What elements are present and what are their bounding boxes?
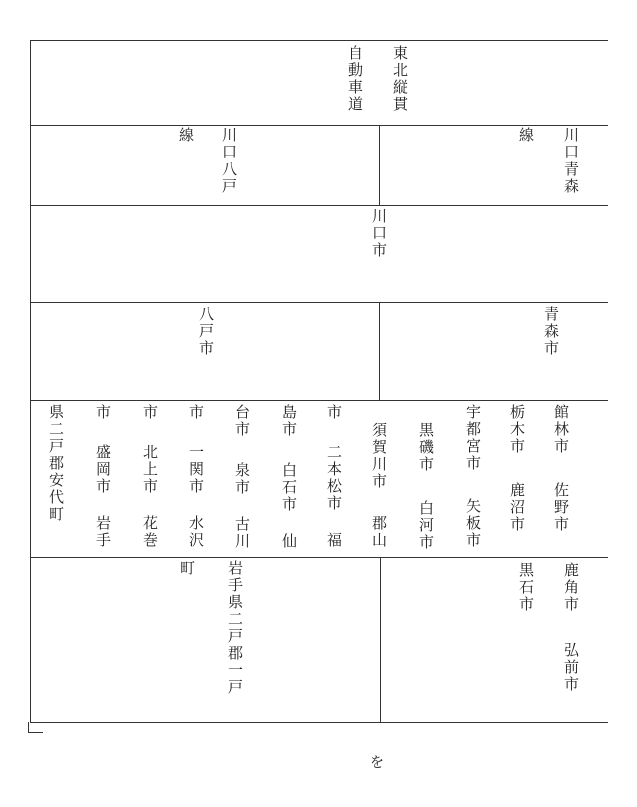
footer-mark: を — [370, 755, 384, 771]
waypoint-11-top: 市 — [94, 404, 112, 421]
row-divider-5 — [30, 557, 608, 558]
waypoint-12-top: 県二戸郡安代町 — [47, 404, 65, 523]
table-left-border — [30, 40, 31, 722]
waypoint-10-top: 市 — [141, 404, 159, 421]
road-name-line2: 自動車道 — [346, 45, 364, 113]
waypoint-10-bottom: 北上市 花巻 — [141, 444, 159, 549]
waypoint-kuroishi: 黒石市 — [517, 562, 535, 613]
waypoint-11-bottom: 盛岡市 岩手 — [94, 444, 112, 549]
waypoint-kazuno: 鹿角市 — [562, 562, 580, 613]
waypoint-hirosaki: 弘前市 — [562, 642, 580, 693]
waypoint-3-top: 宇都宮市 — [464, 404, 482, 472]
row-divider-2 — [30, 205, 608, 206]
column-divider-row4 — [379, 302, 380, 400]
end-point-left: 八戸市 — [197, 306, 215, 357]
table-bottom-border — [30, 722, 608, 723]
waypoint-9-bottom: 一関市 水沢 — [187, 444, 205, 549]
road-name-line1: 東北縦貫 — [391, 45, 409, 113]
route-left-name: 川口八戸 — [220, 127, 238, 195]
waypoint-3-bottom: 矢板市 — [464, 498, 482, 549]
waypoint-7-top: 島市 — [280, 404, 298, 438]
waypoint-ichinohe: 岩手県二戸郡一戸 — [226, 560, 244, 696]
row-divider-1 — [30, 125, 608, 126]
waypoint-6-bottom: 二本松市 福 — [325, 444, 343, 549]
route-right-name: 川口青森 — [562, 127, 580, 195]
waypoint-9-top: 市 — [187, 404, 205, 421]
waypoint-6-top: 市 — [325, 404, 343, 421]
start-point: 川口市 — [370, 208, 388, 259]
end-point-right: 青森市 — [542, 306, 560, 357]
waypoint-1-top: 館林市 — [552, 404, 570, 455]
row-divider-3 — [30, 302, 608, 303]
waypoint-7-bottom: 白石市 仙 — [280, 462, 298, 550]
waypoint-1-bottom: 佐野市 — [552, 482, 570, 533]
waypoint-cho: 町 — [178, 560, 196, 577]
waypoint-5-top: 須賀川市 — [370, 422, 388, 490]
waypoint-5-bottom: 郡山 — [370, 515, 388, 549]
waypoint-4-bottom: 白河市 — [417, 500, 435, 551]
waypoint-8-bottom: 泉市 古川 — [233, 462, 251, 550]
row-divider-4 — [30, 400, 608, 401]
waypoint-8-top: 台市 — [233, 404, 251, 438]
corner-mark — [28, 722, 43, 733]
waypoint-2-bottom: 鹿沼市 — [508, 482, 526, 533]
route-right-suffix: 線 — [517, 127, 535, 144]
waypoint-2-top: 栃木市 — [508, 404, 526, 455]
column-divider-row2 — [379, 125, 380, 205]
table-top-border — [30, 40, 608, 41]
route-left-suffix: 線 — [177, 127, 195, 144]
column-divider-row6 — [380, 557, 381, 722]
waypoint-4-top: 黒磯市 — [417, 422, 435, 473]
